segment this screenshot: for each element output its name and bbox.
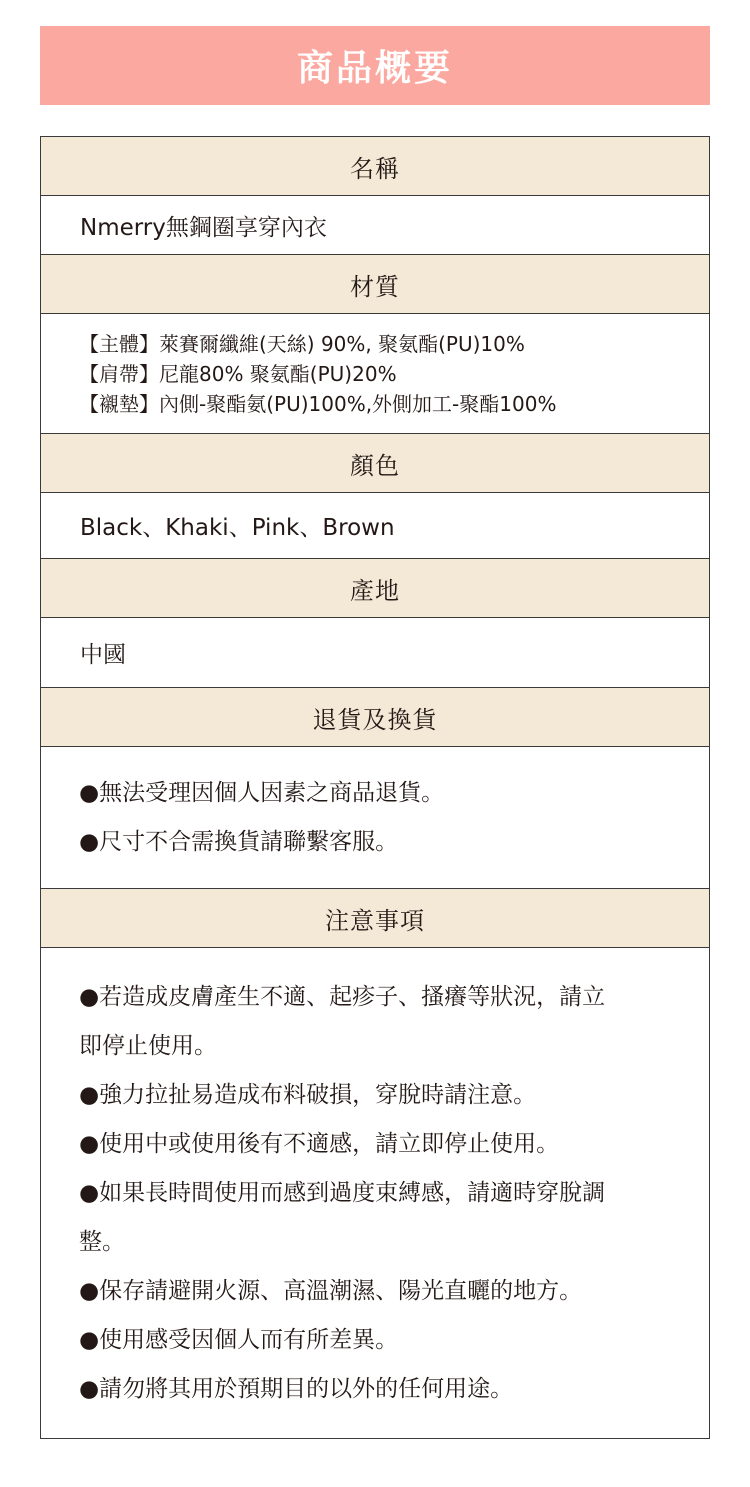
notes-line: 即停止使用。 [79, 1032, 217, 1059]
returns-heading: 退貨及換貨 [312, 705, 438, 734]
notes-heading-row [41, 889, 709, 948]
name-value-row [41, 196, 709, 255]
material-line-body: 【主體】萊賽爾纖維(天絲) 90%, 聚氨酯(PU)10% [79, 331, 525, 356]
origin-heading: 產地 [350, 576, 400, 605]
returns-line: ●無法受理因個人因素之商品退貨。 [79, 779, 445, 806]
notes-line: ●使用中或使用後有不適感，請立即停止使用。 [79, 1130, 560, 1157]
notes-line: ●若造成皮膚產生不適、起疹子、搔癢等狀況，請立 [79, 983, 606, 1010]
product-summary-table [40, 136, 710, 1439]
notes-line: ●如果長時間使用而感到過度束縛感，請適時穿脫調 [79, 1179, 606, 1206]
material-heading-row [41, 255, 709, 314]
notes-heading: 注意事項 [325, 906, 425, 935]
color-value-row [41, 493, 709, 559]
returns-line: ●尺寸不合需換貨請聯繫客服。 [79, 828, 399, 855]
color-values: Black、Khaki、Pink、Brown [80, 515, 395, 541]
origin-heading-row [41, 559, 709, 618]
color-heading: 顏色 [350, 451, 400, 480]
header-banner [40, 26, 710, 105]
name-heading: 名稱 [350, 154, 400, 183]
notes-line: ●強力拉扯易造成布料破損，穿脫時請注意。 [79, 1081, 537, 1108]
notes-line: ●請勿將其用於預期目的以外的任何用途。 [79, 1375, 514, 1402]
notes-value-row [41, 948, 709, 1438]
origin-value: 中國 [80, 642, 126, 668]
material-line-straps: 【肩帶】尼龍80% 聚氨酯(PU)20% [79, 361, 397, 386]
returns-value-row [41, 747, 709, 889]
name-heading-row [41, 137, 709, 196]
material-heading: 材質 [350, 272, 400, 301]
color-heading-row [41, 434, 709, 493]
material-line-pads: 【襯墊】內側-聚酯氨(PU)100%,外側加工-聚酯100% [79, 391, 557, 416]
notes-line: ●使用感受因個人而有所差異。 [79, 1326, 399, 1353]
notes-line: ●保存請避開火源、高溫潮濕、陽光直曬的地方。 [79, 1277, 583, 1304]
material-value-row [41, 314, 709, 434]
origin-value-row [41, 618, 709, 688]
returns-heading-row [41, 688, 709, 747]
page-title: 商品概要 [296, 48, 453, 89]
notes-line: 整。 [79, 1228, 125, 1255]
product-name: Nmerry無鋼圈享穿內衣 [80, 214, 327, 241]
